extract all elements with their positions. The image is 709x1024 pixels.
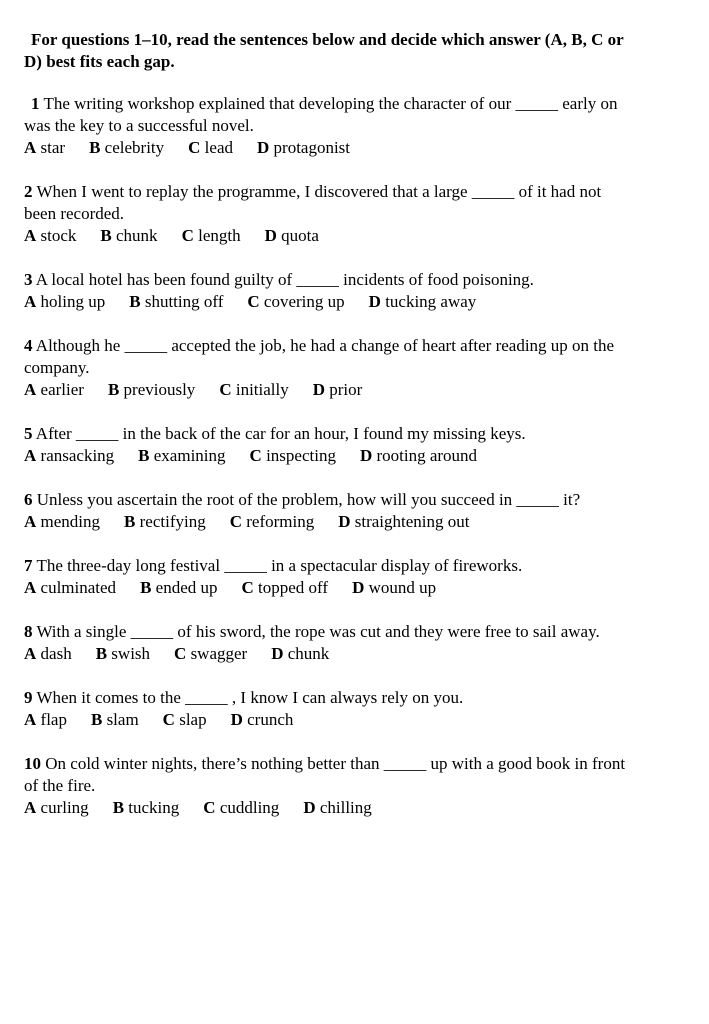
answer-option-a[interactable] <box>24 137 65 159</box>
question-stem <box>24 687 684 709</box>
option-letter: D <box>352 578 365 597</box>
answer-options <box>24 709 684 731</box>
answer-option-a[interactable] <box>24 709 67 731</box>
option-text: inspecting <box>261 446 336 465</box>
answer-option-a[interactable] <box>24 225 76 247</box>
answer-option-d[interactable] <box>231 709 294 731</box>
option-letter: B <box>129 292 141 311</box>
option-letter: C <box>188 138 201 157</box>
answer-option-d[interactable] <box>313 379 363 401</box>
answer-option-b[interactable] <box>113 797 180 819</box>
question-stem <box>24 555 684 577</box>
option-letter: C <box>241 578 254 597</box>
answer-option-b[interactable] <box>91 709 139 731</box>
answer-option-d[interactable] <box>257 137 350 159</box>
answer-options <box>24 643 684 665</box>
option-letter: C <box>229 512 242 531</box>
option-letter: D <box>312 380 326 399</box>
question-stem <box>24 181 684 225</box>
option-text: straightening out <box>350 512 470 531</box>
answer-option-b[interactable] <box>140 577 217 599</box>
option-letter: D <box>257 138 270 157</box>
option-letter: B <box>124 512 136 531</box>
question-number: 4 <box>24 336 33 355</box>
answer-option-b[interactable] <box>96 643 150 665</box>
option-text: stock <box>36 226 77 245</box>
option-text: tucking <box>124 798 180 817</box>
option-text: previously <box>119 380 196 399</box>
option-text: slam <box>102 710 139 729</box>
question-2 <box>24 181 684 247</box>
question-8 <box>24 621 684 665</box>
option-text: rooting around <box>372 446 478 465</box>
option-letter: C <box>219 380 232 399</box>
option-letter: B <box>140 578 152 597</box>
option-text: topped off <box>253 578 329 597</box>
option-letter: A <box>24 644 37 663</box>
option-letter: B <box>89 138 101 157</box>
answer-options <box>24 379 684 401</box>
question-number: 5 <box>24 424 33 443</box>
question-number: 9 <box>24 688 33 707</box>
question-stem <box>24 489 684 511</box>
option-text: examining <box>149 446 226 465</box>
option-letter: B <box>100 226 112 245</box>
option-letter: A <box>24 512 37 531</box>
question-number: 3 <box>24 270 33 289</box>
question-text-line-1: On cold winter nights, there’s nothing better than _____ up with a good book in front <box>41 754 626 773</box>
option-letter: A <box>24 292 37 311</box>
option-letter: D <box>368 292 381 311</box>
answer-options <box>24 577 684 599</box>
option-letter: C <box>249 446 262 465</box>
question-list <box>24 93 684 819</box>
option-letter: A <box>24 380 37 399</box>
option-text: swish <box>107 644 151 663</box>
option-text: mending <box>36 512 101 531</box>
question-text-line-1: After _____ in the back of the car for an hour, I found my missing keys. <box>32 424 526 443</box>
question-text-line-2: company. <box>24 358 90 377</box>
option-letter: D <box>359 446 373 465</box>
question-stem <box>24 753 684 797</box>
option-text: lead <box>200 138 233 157</box>
option-letter: C <box>174 644 187 663</box>
option-text: dash <box>36 644 72 663</box>
option-text: chunk <box>111 226 158 245</box>
option-text: initially <box>231 380 289 399</box>
question-4 <box>24 335 684 401</box>
answer-option-d[interactable] <box>303 797 371 819</box>
question-10 <box>24 753 684 819</box>
answer-option-c[interactable] <box>163 709 207 731</box>
question-text-line-2: been recorded. <box>24 204 125 223</box>
question-text-line-1: When I went to replay the programme, I discovered that a large _____ of it had not <box>32 182 602 201</box>
answer-option-d[interactable] <box>360 445 477 467</box>
answer-options <box>24 137 684 159</box>
option-letter: D <box>303 798 316 817</box>
worksheet <box>24 29 684 841</box>
answer-option-b[interactable] <box>124 511 206 533</box>
answer-option-a[interactable] <box>24 291 105 313</box>
option-letter: A <box>24 710 37 729</box>
answer-options <box>24 225 684 247</box>
question-text-line-2: was the key to a successful novel. <box>24 116 254 135</box>
option-text: rectifying <box>135 512 206 531</box>
question-text-line-1: Unless you ascertain the root of the problem, how will you succeed in _____ it? <box>32 490 581 509</box>
answer-option-b[interactable] <box>138 445 225 467</box>
option-text: quota <box>276 226 319 245</box>
question-text-line-1: The writing workshop explained that developing the character of our _____ early on <box>39 94 618 113</box>
option-text: tucking away <box>380 292 477 311</box>
option-text: culminated <box>36 578 117 597</box>
option-letter: B <box>112 798 125 817</box>
question-number: 7 <box>24 556 33 575</box>
answer-option-d[interactable] <box>265 225 319 247</box>
option-letter: C <box>181 226 194 245</box>
option-letter: A <box>24 138 37 157</box>
option-letter: C <box>203 798 216 817</box>
option-text: cuddling <box>215 798 280 817</box>
answer-option-a[interactable] <box>24 643 72 665</box>
question-number: 10 <box>24 754 41 773</box>
question-stem <box>24 93 684 137</box>
question-text-line-1: With a single _____ of his sword, the rope was cut and they were free to sail away. <box>32 622 600 641</box>
option-text: ransacking <box>36 446 115 465</box>
answer-option-a[interactable] <box>24 445 114 467</box>
question-1 <box>24 93 684 159</box>
option-letter: B <box>90 710 103 729</box>
option-text: earlier <box>36 380 84 399</box>
option-text: chunk <box>283 644 330 663</box>
question-text-line-2: of the fire. <box>24 776 96 795</box>
answer-option-c[interactable] <box>250 445 336 467</box>
answer-option-c[interactable] <box>188 137 233 159</box>
answer-option-a[interactable] <box>24 379 84 401</box>
question-number: 1 <box>31 94 40 113</box>
question-text-line-1: A local hotel has been found guilty of _____ incidents of food poisoning. <box>32 270 534 289</box>
answer-option-b[interactable] <box>100 225 157 247</box>
option-text: crunch <box>242 710 294 729</box>
answer-option-d[interactable] <box>369 291 477 313</box>
answer-option-b[interactable] <box>108 379 195 401</box>
question-number: 2 <box>24 182 33 201</box>
question-5 <box>24 423 684 467</box>
option-text: swagger <box>186 644 248 663</box>
question-stem <box>24 423 684 445</box>
question-text-line-1: When it comes to the _____ , I know I can always rely on you. <box>32 688 464 707</box>
option-text: shutting off <box>140 292 224 311</box>
option-text: wound up <box>364 578 437 597</box>
answer-option-a[interactable] <box>24 511 100 533</box>
answer-option-b[interactable] <box>129 291 223 313</box>
answer-option-c[interactable] <box>242 577 329 599</box>
option-text: chilling <box>315 798 372 817</box>
option-text: flap <box>36 710 67 729</box>
answer-option-c[interactable] <box>219 379 288 401</box>
question-text-line-1: The three-day long festival _____ in a spectacular display of fireworks. <box>32 556 523 575</box>
option-letter: A <box>24 578 37 597</box>
option-letter: B <box>138 446 150 465</box>
instructions-line-2: D) best fits each gap. <box>24 52 175 71</box>
question-number: 6 <box>24 490 33 509</box>
answer-option-d[interactable] <box>271 643 329 665</box>
option-text: reforming <box>242 512 315 531</box>
question-7 <box>24 555 684 599</box>
option-letter: A <box>24 798 37 817</box>
option-text: celebrity <box>100 138 165 157</box>
answer-options <box>24 291 684 313</box>
answer-option-c[interactable] <box>247 291 344 313</box>
answer-option-b[interactable] <box>89 137 164 159</box>
option-letter: B <box>107 380 120 399</box>
answer-option-d[interactable] <box>352 577 436 599</box>
option-letter: D <box>264 226 277 245</box>
option-text: star <box>36 138 66 157</box>
answer-option-a[interactable] <box>24 577 116 599</box>
question-stem <box>24 621 684 643</box>
option-letter: D <box>271 644 284 663</box>
question-stem <box>24 269 684 291</box>
question-number: 8 <box>24 622 33 641</box>
option-letter: C <box>247 292 260 311</box>
option-text: ended up <box>151 578 218 597</box>
question-6 <box>24 489 684 533</box>
answer-option-d[interactable] <box>338 511 469 533</box>
question-3 <box>24 269 684 313</box>
option-letter: A <box>24 446 37 465</box>
question-9 <box>24 687 684 731</box>
option-letter: D <box>338 512 351 531</box>
answer-option-c[interactable] <box>203 797 279 819</box>
option-text: length <box>193 226 241 245</box>
option-text: covering up <box>259 292 345 311</box>
option-letter: A <box>24 226 37 245</box>
instructions-line-1: For questions 1–10, read the sentences below and decide which answer (A, B, C or <box>31 30 624 49</box>
option-text: curling <box>36 798 89 817</box>
question-text-line-1: Although he _____ accepted the job, he had a change of heart after reading up on the <box>32 336 615 355</box>
question-stem <box>24 335 684 379</box>
answer-options <box>24 511 684 533</box>
option-text: slap <box>174 710 207 729</box>
answer-option-c[interactable] <box>174 643 247 665</box>
option-text: protagonist <box>269 138 351 157</box>
instructions <box>24 29 684 73</box>
answer-options <box>24 445 684 467</box>
answer-option-c[interactable] <box>182 225 241 247</box>
option-letter: B <box>95 644 108 663</box>
answer-options <box>24 797 684 819</box>
option-text: holing up <box>36 292 106 311</box>
option-text: prior <box>325 380 363 399</box>
option-letter: D <box>230 710 243 729</box>
answer-option-c[interactable] <box>230 511 315 533</box>
answer-option-a[interactable] <box>24 797 89 819</box>
option-letter: C <box>162 710 175 729</box>
